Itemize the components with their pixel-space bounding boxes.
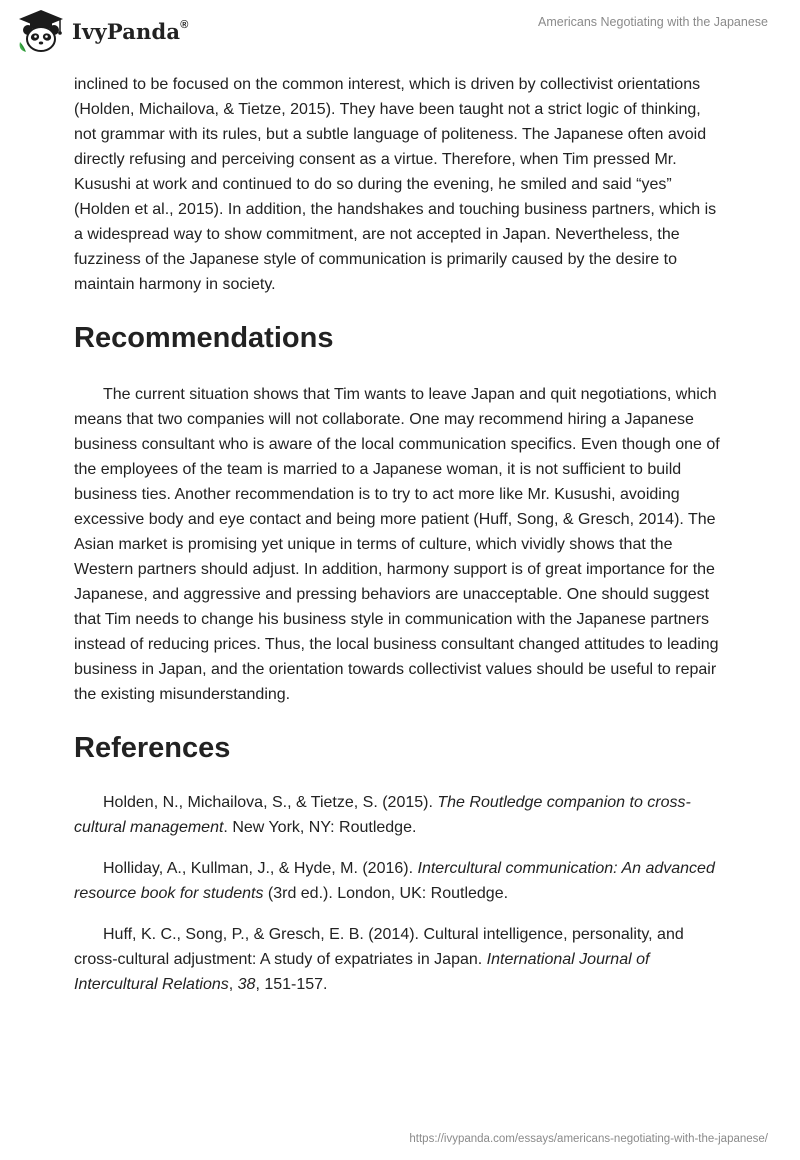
recommendations-paragraph: The current situation shows that Tim wants to leave Japan and quit negotiations, which means that two companies will not collaborate. One may recommend hiring a Japanese business consultant who is aware of the local communication specifics. Even though one of the employees of the team is married to a Japanese woman, it is not sufficient to build business ties. Another recommendation is to try to act more like Mr. Kusushi, avoiding excessive body and eye contact and being more patient (Huff, Song, & Gresch, 2014). The Asian market is promising yet unique in terms of culture, which vividly shows that the Western partners should adjust. In addition, harmony support is of great importance for the Japanese, and aggressive and pressing behaviors are unacceptable. One should suggest that Tim needs to change his business style in communication with the Japanese partners instead of reducing prices. Thus, the local business consultant changed attitudes to leading business in Japan, and the orientation towards collectivist values should be useful to repair the existing misunderstanding.	[74, 386, 720, 703]
reference-item: Holden, N., Michailova, S., & Tietze, S. (2015). The Routledge companion to cross-cultural management. New York, NY: Routledge.	[74, 794, 691, 836]
page-header	[0, 0, 800, 70]
intro-paragraph: inclined to be focused on the common interest, which is driven by collectivist orientations (Holden, Michailova, & Tietze, 2015). They have been taught not a strict logic of thinking, not grammar with its rules, but a subtle language of politeness. The Japanese often avoid directly refusing and perceiving consent as a virtue. Therefore, when Tim pressed Mr. Kusushi at work and continued to do so during the evening, he smiled and said “yes” (Holden et al., 2015). In addition, the handshakes and touching business partners, which is a widespread way to show commitment, are not accepted in Japan. Nevertheless, the fuzziness of the Japanese style of communication is primarily caused by the desire to maintain harmony in society.	[74, 76, 717, 293]
reference-item: Huff, K. C., Song, P., & Gresch, E. B. (2014). Cultural intelligence, personality, and cross-cultural adjustment: A study of expatriates in Japan. International Journal of Intercultural Relations, 38, 151-157.	[74, 926, 684, 993]
essay-content	[74, 72, 726, 1013]
references-heading: References	[74, 732, 231, 764]
ivypanda-logo[interactable]	[16, 8, 189, 54]
source-url[interactable]: https://ivypanda.com/essays/americans-negotiating-with-the-japanese/	[409, 1133, 768, 1145]
panda-graduate-icon	[16, 8, 66, 54]
recommendations-heading: Recommendations	[74, 322, 334, 354]
reference-item: Holliday, A., Kullman, J., & Hyde, M. (2016). Intercultural communication: An advanced resource book for students (3rd ed.). London, UK: Routledge.	[74, 860, 715, 902]
document-title: Americans Negotiating with the Japanese	[538, 15, 768, 29]
brand-name: IvyPanda®	[72, 18, 189, 44]
